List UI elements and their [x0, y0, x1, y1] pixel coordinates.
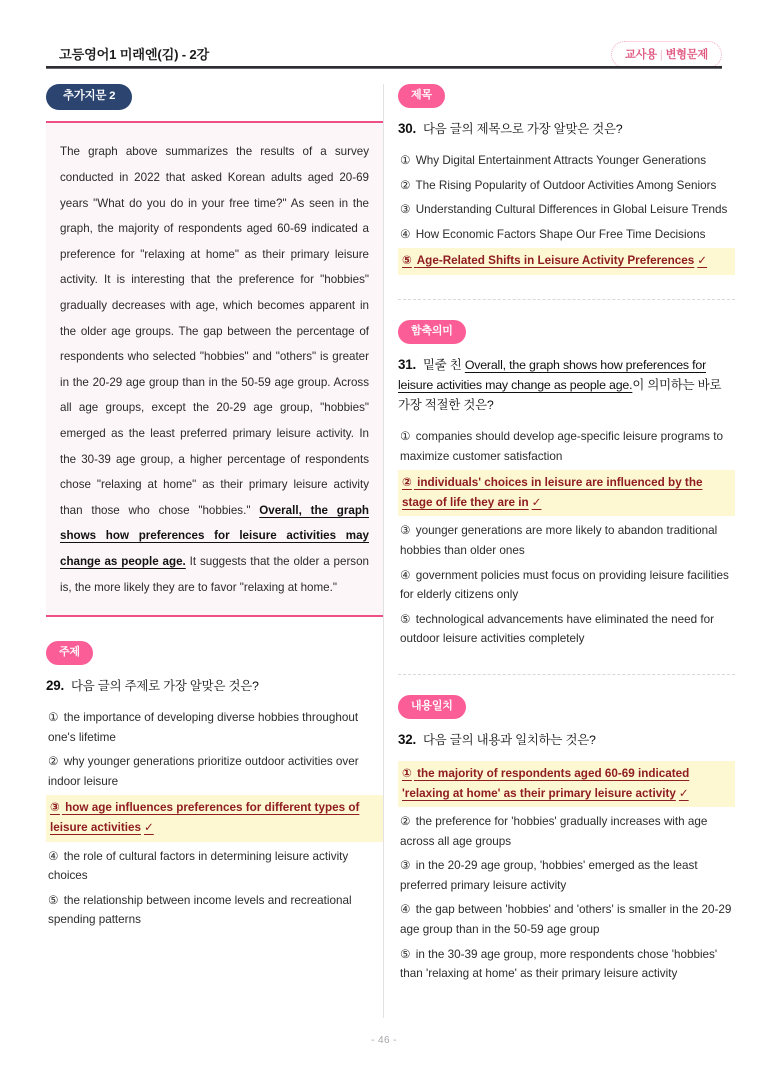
question-30-options [398, 150, 735, 275]
question-31-badge: 함축의미 [398, 320, 466, 344]
page-header [46, 42, 722, 74]
option-text: younger generations are more likely to abandon traditional hobbies than older ones [400, 524, 718, 557]
question-31-badge-wrap [398, 320, 735, 344]
answer-check-icon: ✓ [143, 821, 154, 835]
option-marker: ② [400, 178, 411, 192]
option-text: the preference for 'hobbies' gradually increases with age across all age groups [400, 815, 708, 848]
option-item[interactable] [398, 150, 735, 172]
option-text: in the 20-29 age group, 'hobbies' emerged as the least preferred primary leisure activity [400, 859, 698, 892]
option-marker: ③ [50, 801, 60, 815]
passage-badge: 추가지문 2 [46, 84, 132, 110]
option-item[interactable] [398, 199, 735, 221]
option-marker: ④ [400, 568, 411, 582]
option-item[interactable] [46, 707, 383, 748]
option-marker: ② [48, 755, 59, 769]
option-marker: ④ [48, 849, 59, 863]
right-column [398, 84, 735, 988]
question-30-prompt: 다음 글의 제목으로 가장 알맞은 것은? [423, 122, 623, 136]
option-text: The Rising Popularity of Outdoor Activities Among Seniors [415, 178, 717, 192]
option-item-correct[interactable] [398, 470, 735, 516]
option-item[interactable] [398, 944, 735, 985]
option-text: the relationship between income levels and recreational spending patterns [48, 893, 352, 927]
option-item[interactable] [398, 520, 735, 561]
option-text: individuals' choices in leisure are influenced by the stage of life they are in [402, 476, 703, 509]
option-item[interactable] [398, 855, 735, 896]
question-29-badge-wrap [46, 641, 383, 665]
option-marker: ⑤ [48, 893, 59, 907]
badge-label-teacher: 교사용 [625, 49, 657, 61]
question-30-badge: 제목 [398, 84, 445, 108]
option-item[interactable] [46, 751, 383, 792]
option-text: why younger generations prioritize outdoor activities over indoor leisure [48, 755, 359, 788]
option-text: the majority of respondents aged 60-69 indicated 'relaxing at home' as their primary leisure activity [402, 766, 690, 800]
question-32-stem [398, 730, 735, 750]
option-item-correct[interactable] [46, 795, 383, 841]
option-text: Understanding Cultural Differences in Global Leisure Trends [415, 203, 728, 217]
passage-badge-wrap [46, 84, 383, 110]
option-item-correct[interactable] [398, 248, 735, 275]
option-marker: ③ [400, 524, 411, 538]
option-item[interactable] [46, 846, 383, 887]
question-29-prompt: 다음 글의 주제로 가장 알맞은 것은? [71, 679, 259, 694]
option-marker: ① [402, 766, 412, 780]
question-31-stem [398, 355, 735, 415]
option-marker: ① [400, 429, 411, 443]
page-title: 고등영어1 미래엔(김) - 2강 [59, 47, 210, 62]
option-marker: ② [402, 476, 412, 490]
question-30-number: 30. [398, 121, 417, 136]
option-item[interactable] [398, 224, 735, 246]
question-32-badge-wrap [398, 695, 735, 719]
option-item[interactable] [398, 811, 735, 852]
option-marker: ③ [400, 859, 411, 873]
answer-check-icon: ✓ [531, 495, 542, 509]
header-divider [46, 66, 722, 69]
passage-emphasis: Overall, the graph shows how preferences for leisure activities may change as people age. [60, 503, 369, 568]
answer-check-icon: ✓ [697, 254, 708, 268]
passage-text [60, 139, 369, 600]
option-text: government policies must focus on providing leisure facilities for elderly citizens only [400, 568, 729, 602]
option-marker: ⑤ [402, 254, 412, 268]
badge-separator: | [659, 49, 663, 61]
option-text: in the 30-39 age group, more respondents chose 'hobbies' than 'relaxing at home' as their primary leisure activity [400, 947, 718, 981]
option-marker: ④ [400, 903, 411, 917]
option-text: companies should develop age-specific leisure programs to maximize customer satisfaction [400, 429, 724, 463]
option-marker: ⑤ [400, 612, 411, 626]
option-item[interactable] [398, 565, 735, 606]
left-column [46, 84, 383, 934]
question-31-prompt-post: 이 의미하는 바로 가장 적절한 것은? [398, 377, 722, 412]
option-text: Age-Related Shifts in Leisure Activity Preferences [416, 254, 695, 268]
page-footer: - 46 - [371, 1035, 397, 1046]
question-30-badge-wrap [398, 84, 735, 108]
question-32-number: 32. [398, 731, 417, 747]
option-item[interactable] [398, 175, 735, 197]
teacher-version-badge [611, 41, 722, 68]
question-31-options [398, 426, 735, 650]
passage-box [46, 121, 383, 617]
option-text: the role of cultural factors in determining leisure activity choices [48, 849, 349, 883]
option-text: Why Digital Entertainment Attracts Younger Generations [415, 154, 707, 167]
passage-text-part2: It suggests that the older a person is, the more likely they are to favor "relaxing at home." [60, 554, 370, 594]
option-marker: ① [400, 154, 411, 167]
question-29-stem [46, 676, 383, 696]
option-item[interactable] [398, 426, 735, 467]
question-32-options [398, 761, 735, 985]
question-30 [398, 84, 735, 275]
question-31-number: 31. [398, 356, 417, 372]
question-31 [398, 299, 735, 650]
column-divider [383, 84, 384, 1018]
option-text: the gap between 'hobbies' and 'others' is smaller in the 20-29 age group than in the 50-59 age group [400, 903, 732, 937]
question-29 [46, 641, 383, 931]
option-item[interactable] [398, 609, 735, 650]
option-text: the importance of developing diverse hobbies throughout one's lifetime [48, 711, 359, 744]
option-item[interactable] [398, 899, 735, 940]
option-item-correct[interactable] [398, 761, 735, 807]
question-29-number: 29. [46, 678, 65, 694]
question-29-options [46, 707, 383, 931]
option-marker: ⑤ [400, 947, 411, 961]
question-29-badge: 주제 [46, 641, 93, 665]
question-32 [398, 674, 735, 985]
question-31-quote: Overall, the graph shows how preferences for leisure activities may change as people age. [398, 357, 707, 392]
option-text: technological advancements have eliminated the need for outdoor leisure activities completely [400, 612, 714, 646]
option-marker: ④ [400, 227, 411, 241]
question-30-stem [398, 119, 735, 139]
option-marker: ② [400, 815, 411, 829]
question-32-badge: 내용일치 [398, 695, 466, 719]
badge-label-variant: 변형문제 [665, 49, 708, 61]
option-text: how age influences preferences for different types of leisure activities [50, 801, 360, 835]
answer-check-icon: ✓ [678, 786, 689, 800]
passage-text-part1: The graph above summarizes the results of a survey conducted in 2022 that asked Korean adults aged 20-69 years "What do you do in your free time?" As seen in the graph, the majority of respondents aged 60-69 indicated a preference for "relaxing at home" as their primary leisure activity. It is interesting that the preference for "hobbies" gradually decreases with age, which becomes apparent in the older age groups. The gap between the percentage of respondents who selected "hobbies" and "others" is greater in the 20-29 age group than in the 50-59 age group. Across all age groups, except the 20-29 age group, "hobbies" emerged as the least preferred primary leisure activity. In the 30-39 age group, a higher percentage of respondents chose "relaxing at home" as their primary leisure activity than those who chose "hobbies." [60, 145, 369, 517]
question-31-prompt-pre: 밑줄 친 [423, 357, 465, 372]
option-marker: ① [48, 711, 59, 725]
question-32-prompt: 다음 글의 내용과 일치하는 것은? [423, 732, 596, 747]
option-marker: ③ [400, 203, 411, 217]
passage-section [46, 84, 383, 617]
option-text: How Economic Factors Shape Our Free Time Decisions [415, 227, 706, 241]
option-item[interactable] [46, 890, 383, 931]
